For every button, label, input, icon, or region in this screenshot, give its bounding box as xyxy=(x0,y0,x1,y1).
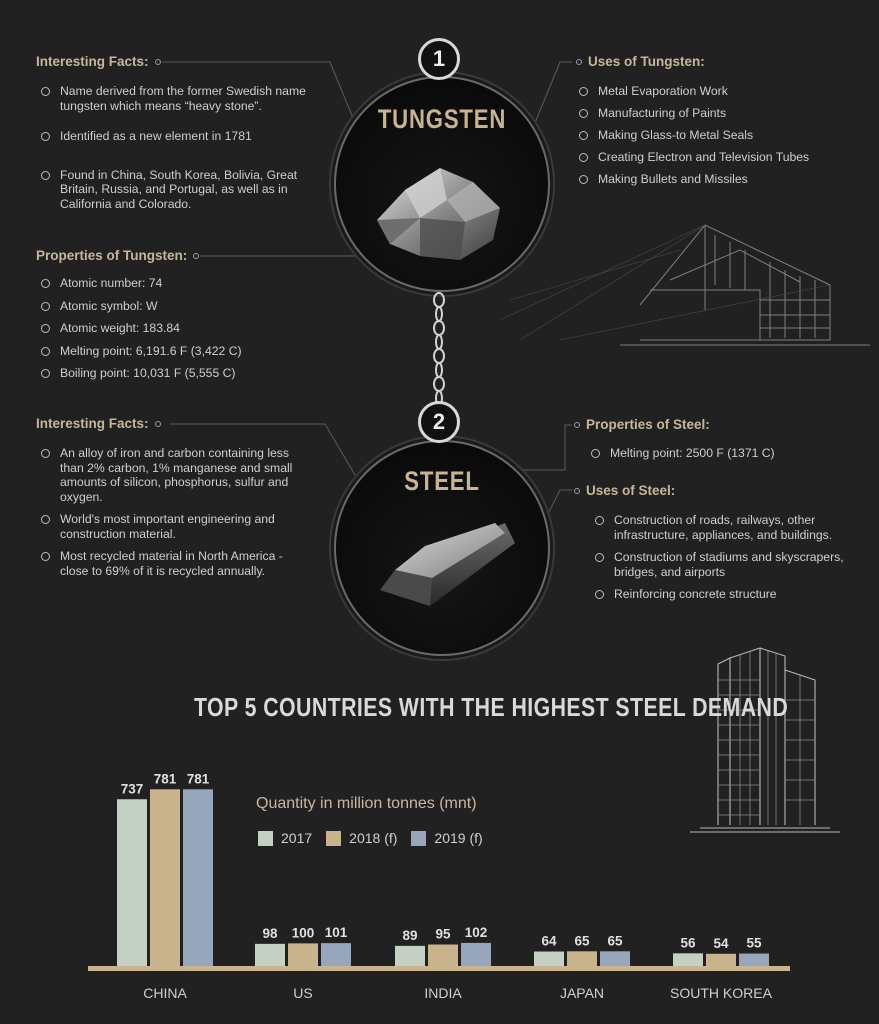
tungsten-title: TUNGSTEN xyxy=(377,104,507,134)
chain-connector xyxy=(424,290,454,410)
bar-south-korea-2018 xyxy=(706,954,736,966)
bar-japan-2018 xyxy=(567,951,597,966)
tungsten-use: Metal Evaporation Work xyxy=(574,84,874,99)
steel-fact: World's most important engineering and construction material. xyxy=(36,512,308,541)
steel-use: Construction of stadiums and skyscrapers, bridges, and airports xyxy=(590,550,852,579)
tungsten-use: Manufacturing of Paints xyxy=(574,106,874,121)
bar-china-2018 xyxy=(150,789,180,966)
bar-japan-2019 xyxy=(600,951,630,966)
bar-china-2019 xyxy=(183,789,213,966)
tungsten-use: Making Bullets and Missiles xyxy=(574,172,874,187)
bar-india-2018 xyxy=(428,945,458,966)
section-number-badge: 1 xyxy=(418,38,460,80)
bar-value-label: 101 xyxy=(324,925,348,941)
category-label: SOUTH KOREA xyxy=(670,985,772,1001)
steel-use: Reinforcing concrete structure xyxy=(590,587,852,602)
steel-facts-heading: Interesting Facts: xyxy=(36,416,161,431)
bar-india-2017 xyxy=(395,946,425,966)
category-label: CHINA xyxy=(143,985,187,1001)
bar-value-label: 65 xyxy=(607,933,623,949)
section-number-badge: 2 xyxy=(418,401,460,443)
bar-value-label: 64 xyxy=(541,933,557,949)
tungsten-fact: Name derived from the former Swedish name tungsten which means “heavy stone”. xyxy=(36,84,306,113)
tungsten-fact: Found in China, South Korea, Bolivia, Great Britain, Russia, and Portugal, as well as in California and Colorado. xyxy=(36,168,306,212)
steel-facts-list xyxy=(36,446,308,578)
steel-title: STEEL xyxy=(404,466,480,496)
building-sketch-illustration xyxy=(500,190,875,360)
legend-label: 2017 xyxy=(281,830,313,846)
tungsten-properties-heading: Properties of Tungsten: xyxy=(36,248,199,263)
bar-us-2019 xyxy=(321,943,351,966)
bar-value-label: 55 xyxy=(746,935,762,951)
bar-us-2018 xyxy=(288,943,318,966)
bar-value-label: 100 xyxy=(291,925,315,941)
category-label: JAPAN xyxy=(559,985,605,1001)
steel-properties-heading: Properties of Steel: xyxy=(574,417,710,432)
legend-label: 2018 (f) xyxy=(349,830,398,846)
bar-south-korea-2019 xyxy=(739,954,769,966)
steel-demand-bar-chart xyxy=(0,760,879,1024)
bar-value-label: 102 xyxy=(464,924,488,940)
category-label: INDIA xyxy=(424,985,462,1001)
tungsten-property: Atomic number: 74 xyxy=(36,276,316,291)
tungsten-property: Atomic symbol: W xyxy=(36,299,316,314)
bar-value-label: 98 xyxy=(262,925,278,941)
steel-use: Construction of roads, railways, other infrastructure, appliances, and buildings. xyxy=(590,513,852,542)
bar-india-2019 xyxy=(461,943,491,966)
tungsten-use: Making Glass-to Metal Seals xyxy=(574,128,874,143)
chart-title: TOP 5 COUNTRIES WITH THE HIGHEST STEEL DEMAND xyxy=(194,692,789,722)
category-label: US xyxy=(293,985,313,1001)
tungsten-facts-heading: Interesting Facts: xyxy=(36,54,161,69)
steel-property: Melting point: 2500 F (1371 C) xyxy=(586,446,846,461)
bar-japan-2017 xyxy=(534,952,564,966)
bar-south-korea-2017 xyxy=(673,953,703,966)
tungsten-fact: Identified as a new element in 1781 xyxy=(36,129,306,144)
steel-ingot-image xyxy=(370,518,520,618)
tungsten-use: Creating Electron and Television Tubes xyxy=(574,150,874,165)
steel-fact: Most recycled material in North America - close to 69% of it is recycled annually. xyxy=(36,549,308,578)
tungsten-property: Boiling point: 10,031 F (5,555 C) xyxy=(36,366,316,381)
tungsten-property: Atomic weight: 183.84 xyxy=(36,321,316,336)
steel-properties-list xyxy=(586,446,846,461)
bar-us-2017 xyxy=(255,944,285,966)
steel-uses-heading: Uses of Steel: xyxy=(574,483,675,498)
bar-value-label: 89 xyxy=(402,927,418,943)
steel-fact: An alloy of iron and carbon containing less than 2% carbon, 1% manganese and small amounts of silicon, phosphorus, sulfur and oxygen. xyxy=(36,446,308,504)
bar-value-label: 781 xyxy=(153,771,177,787)
bar-value-label: 781 xyxy=(186,771,210,787)
tungsten-uses-heading: Uses of Tungsten: xyxy=(576,54,705,69)
steel-uses-list xyxy=(590,513,852,602)
legend-label: 2019 (f) xyxy=(434,830,483,846)
bar-value-label: 54 xyxy=(713,935,729,951)
tungsten-ore-image xyxy=(365,160,515,270)
bar-value-label: 65 xyxy=(574,933,590,949)
chart-baseline xyxy=(88,966,790,971)
bar-value-label: 737 xyxy=(120,781,144,797)
chart-legend-title: Quantity in million tonnes (mnt) xyxy=(256,795,477,812)
bar-value-label: 56 xyxy=(680,935,696,951)
bar-china-2017 xyxy=(117,799,147,966)
tungsten-property: Melting point: 6,191.6 F (3,422 C) xyxy=(36,344,316,359)
bar-value-label: 95 xyxy=(435,926,451,942)
